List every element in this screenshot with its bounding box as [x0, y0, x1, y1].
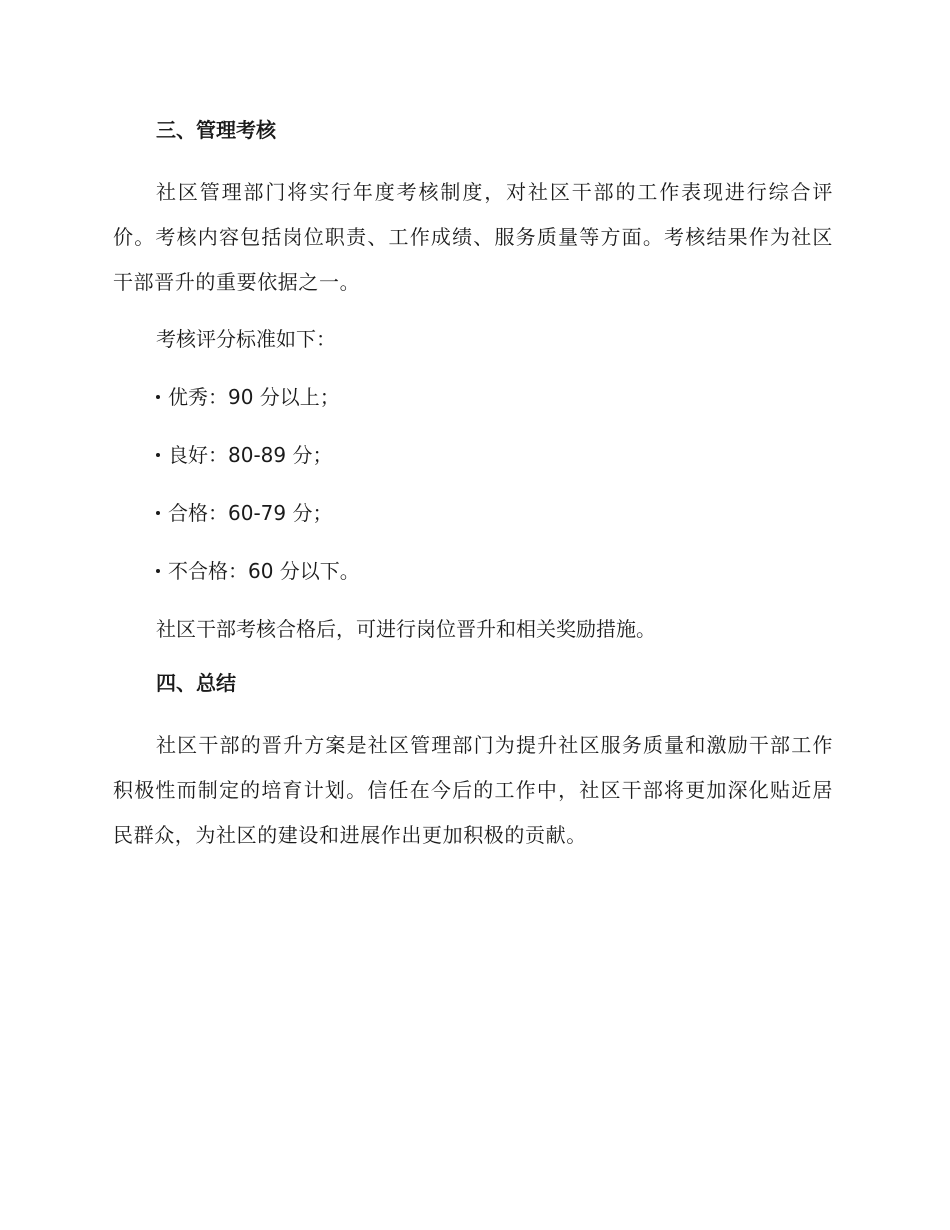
document-content	[113, 112, 833, 870]
paragraph-annual-assessment: 社区管理部门将实行年度考核制度，对社区干部的工作表现进行综合评价。考核内容包括岗位职责、工作成绩、服务质量等方面。考核结果作为社区干部晋升的重要依据之一。	[113, 180, 833, 294]
bullet-icon	[156, 511, 160, 515]
criteria-item-excellent	[113, 375, 833, 420]
criteria-item-label: 优秀：90 分以上；	[168, 385, 340, 409]
bullet-icon	[156, 569, 160, 573]
paragraph-promotion-after-pass: 社区干部考核合格后，可进行岗位晋升和相关奖励措施。	[156, 617, 656, 641]
criteria-item-label: 良好：80-89 分；	[168, 443, 333, 467]
criteria-item-label: 合格：60-79 分；	[168, 501, 333, 525]
bullet-icon	[156, 453, 160, 457]
criteria-item-fail	[113, 549, 833, 594]
criteria-item-label: 不合格：60 分以下。	[168, 559, 360, 583]
section-heading-management-assessment: 三、管理考核	[156, 118, 276, 142]
bullet-icon	[156, 395, 160, 399]
criteria-item-good	[113, 433, 833, 478]
criteria-item-pass	[113, 491, 833, 536]
criteria-intro: 考核评分标准如下：	[156, 327, 336, 351]
paragraph-summary: 社区干部的晋升方案是社区管理部门为提升社区服务质量和激励干部工作积极性而制定的培育计划。信任在今后的工作中，社区干部将更加深化贴近居民群众，为社区的建设和进展作出更加积极的贡献。	[113, 733, 833, 847]
section-heading-summary: 四、总结	[156, 671, 236, 695]
